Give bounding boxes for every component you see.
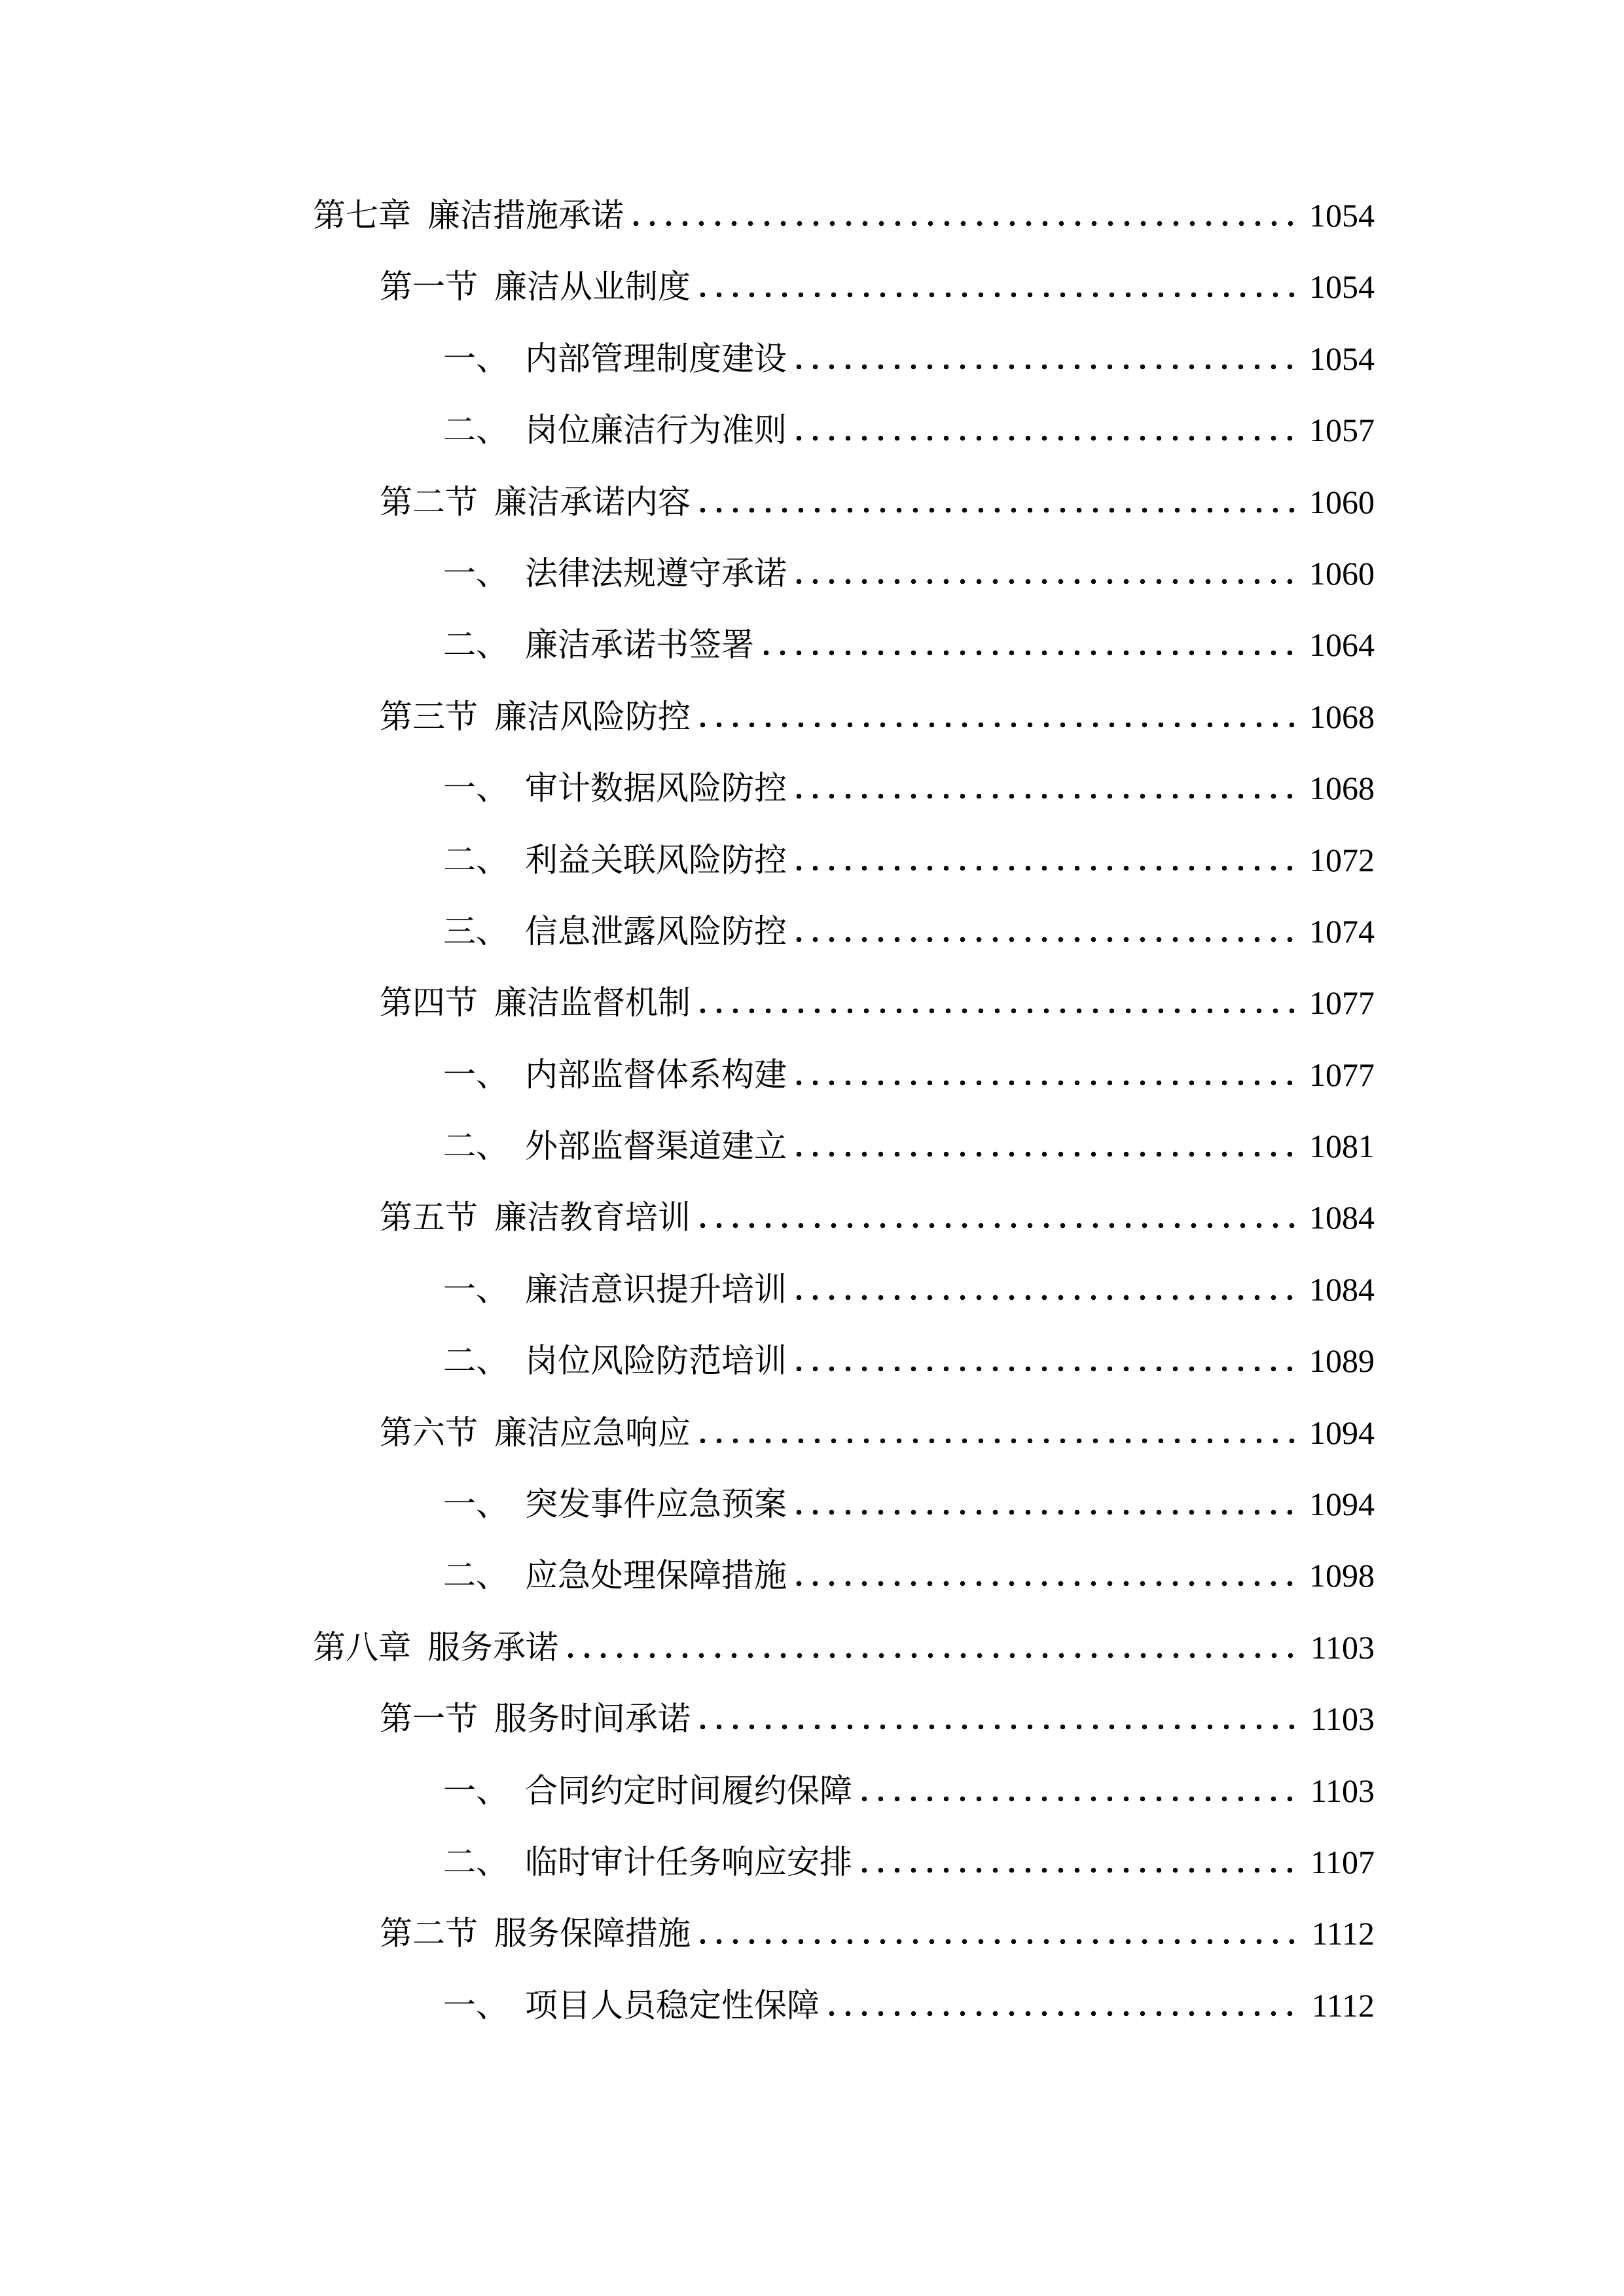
dot-leader [700,1438,1295,1444]
toc-entry[interactable] [313,1182,1375,1253]
toc-entry[interactable] [313,609,1375,681]
toc-entry[interactable] [313,323,1375,395]
toc-entry-label: 第六节 [380,1414,478,1451]
toc-entry-title: 廉洁意识提升培训 [525,1270,787,1308]
toc-entry[interactable] [313,825,1375,896]
toc-entry-page-number: 1064 [1309,626,1375,664]
dot-leader [829,2011,1297,2017]
toc-entry[interactable] [313,395,1375,466]
toc-entry-page-number: 1057 [1309,412,1375,449]
toc-entry-title: 岗位廉洁行为准则 [525,412,787,449]
toc-entry-label: 一、 [443,1056,509,1093]
toc-entry-label: 二、 [443,841,509,878]
toc-entry[interactable] [313,753,1375,824]
dot-leader [796,793,1295,799]
dot-leader [700,722,1295,728]
toc-entry-label: 第三节 [380,698,478,735]
toc-entry-title: 廉洁教育培训 [494,1199,691,1236]
dot-leader [700,1939,1297,1945]
dot-leader [796,937,1295,942]
toc-entry-label: 一、 [443,1270,509,1308]
dot-leader [796,1366,1295,1372]
dot-leader [700,507,1295,513]
toc-entry[interactable] [313,538,1375,609]
dot-leader [633,221,1295,226]
toc-entry-page-number: 1103 [1310,1700,1375,1738]
toc-entry-page-number: 1077 [1309,984,1375,1022]
toc-entry-title: 突发事件应急预案 [525,1486,787,1523]
toc-entry[interactable] [313,1683,1375,1755]
toc-entry-page-number: 1060 [1309,483,1375,520]
toc-entry-title: 廉洁应急响应 [494,1414,691,1451]
toc-entry-page-number: 1112 [1311,1986,1375,2024]
toc-entry-title: 临时审计任务响应安排 [525,1843,852,1880]
toc-entry-label: 二、 [443,1128,509,1165]
dot-leader [700,292,1295,298]
toc-entry-title: 服务时间承诺 [494,1700,691,1738]
toc-entry-page-number: 1060 [1309,554,1375,592]
toc-entry-title: 外部监督渠道建立 [525,1128,787,1165]
toc-entry[interactable] [313,1039,1375,1111]
toc-entry-label: 一、 [443,1986,509,2024]
toc-entry[interactable] [313,896,1375,967]
toc-entry-page-number: 1103 [1310,1628,1375,1666]
toc-entry-page-number: 1094 [1309,1414,1375,1451]
toc-entry[interactable] [313,1612,1375,1683]
dot-leader [796,1151,1295,1157]
toc-entry[interactable] [313,1540,1375,1611]
dot-leader [796,1581,1295,1587]
toc-entry[interactable] [313,1397,1375,1469]
toc-entry-label: 二、 [443,1342,509,1380]
toc-entry[interactable] [313,180,1375,251]
dot-leader [796,364,1295,370]
toc-entry-label: 第八章 [313,1628,411,1666]
toc-entry-page-number: 1084 [1309,1270,1375,1308]
toc-entry-label: 二、 [443,412,509,449]
toc-entry-page-number: 1068 [1309,698,1375,735]
toc-entry-title: 项目人员稳定性保障 [525,1986,820,2024]
toc-entry-title: 廉洁从业制度 [494,268,691,306]
toc-entry-label: 一、 [443,1486,509,1523]
toc-entry-title: 审计数据风险防控 [525,770,787,807]
toc-entry-title: 内部管理制度建设 [525,340,787,377]
dot-leader [700,1008,1295,1014]
toc-entry-label: 一、 [443,1772,509,1809]
dot-leader [568,1653,1296,1659]
toc-entry-title: 应急处理保障措施 [525,1557,787,1594]
toc-entry-title: 岗位风险防范培训 [525,1342,787,1380]
toc-entry-page-number: 1103 [1310,1772,1375,1809]
toc-entry-page-number: 1094 [1309,1486,1375,1523]
toc-entry[interactable] [313,1254,1375,1325]
dot-leader [700,1223,1295,1229]
toc-entry-label: 第二节 [380,483,478,520]
toc-entry[interactable] [313,967,1375,1039]
table-of-contents [313,180,1375,2041]
toc-entry-title: 法律法规遵守承诺 [525,554,787,592]
toc-entry-title: 廉洁承诺书签署 [525,626,754,664]
toc-entry-title: 信息泄露风险防控 [525,912,787,950]
toc-entry-page-number: 1112 [1311,1915,1375,1952]
toc-entry-title: 廉洁监督机制 [494,984,691,1022]
toc-entry-title: 廉洁措施承诺 [427,197,624,234]
toc-entry-label: 第一节 [380,1700,478,1738]
toc-entry[interactable] [313,1325,1375,1397]
dot-leader [861,1867,1296,1873]
toc-entry-label: 二、 [443,626,509,664]
toc-entry-title: 服务保障措施 [494,1915,691,1952]
toc-entry-title: 廉洁承诺内容 [494,483,691,520]
toc-entry-title: 廉洁风险防控 [494,698,691,735]
toc-entry-label: 二、 [443,1843,509,1880]
toc-entry-label: 一、 [443,340,509,377]
dot-leader [763,650,1295,656]
toc-entry-label: 第七章 [313,197,411,234]
dot-leader [796,1295,1295,1300]
toc-entry-page-number: 1054 [1309,268,1375,306]
toc-entry-page-number: 1072 [1309,841,1375,878]
toc-entry-page-number: 1098 [1309,1557,1375,1594]
toc-entry-page-number: 1081 [1309,1128,1375,1165]
toc-entry-label: 一、 [443,554,509,592]
toc-entry-page-number: 1084 [1309,1199,1375,1236]
toc-entry-page-number: 1107 [1310,1843,1375,1880]
toc-entry-label: 三、 [443,912,509,950]
toc-entry[interactable] [313,1469,1375,1540]
toc-entry-label: 第五节 [380,1199,478,1236]
dot-leader [700,1724,1296,1730]
dot-leader [796,579,1295,584]
toc-entry-label: 第二节 [380,1915,478,1952]
toc-entry-label: 第一节 [380,268,478,306]
dot-leader [861,1796,1296,1802]
dot-leader [796,865,1295,871]
toc-entry-page-number: 1074 [1309,912,1375,950]
toc-entry-title: 利益关联风险防控 [525,841,787,878]
toc-entry-page-number: 1068 [1309,770,1375,807]
toc-entry[interactable] [313,1111,1375,1182]
toc-entry-page-number: 1054 [1309,197,1375,234]
toc-entry-label: 二、 [443,1557,509,1594]
toc-entry-page-number: 1077 [1309,1056,1375,1093]
toc-entry-page-number: 1054 [1309,340,1375,377]
toc-entry[interactable] [313,681,1375,753]
toc-entry-title: 内部监督体系构建 [525,1056,787,1093]
toc-entry[interactable] [313,467,1375,538]
toc-entry[interactable] [313,251,1375,323]
toc-entry[interactable] [313,1827,1375,1898]
toc-entry[interactable] [313,1755,1375,1827]
toc-entry[interactable] [313,1898,1375,1969]
toc-entry-label: 第四节 [380,984,478,1022]
toc-entry[interactable] [313,1970,1375,2041]
dot-leader [796,1080,1295,1086]
toc-entry-label: 一、 [443,770,509,807]
toc-entry-page-number: 1089 [1309,1342,1375,1380]
toc-entry-title: 服务承诺 [427,1628,558,1666]
dot-leader [796,435,1295,441]
dot-leader [796,1509,1295,1515]
toc-entry-title: 合同约定时间履约保障 [525,1772,852,1809]
